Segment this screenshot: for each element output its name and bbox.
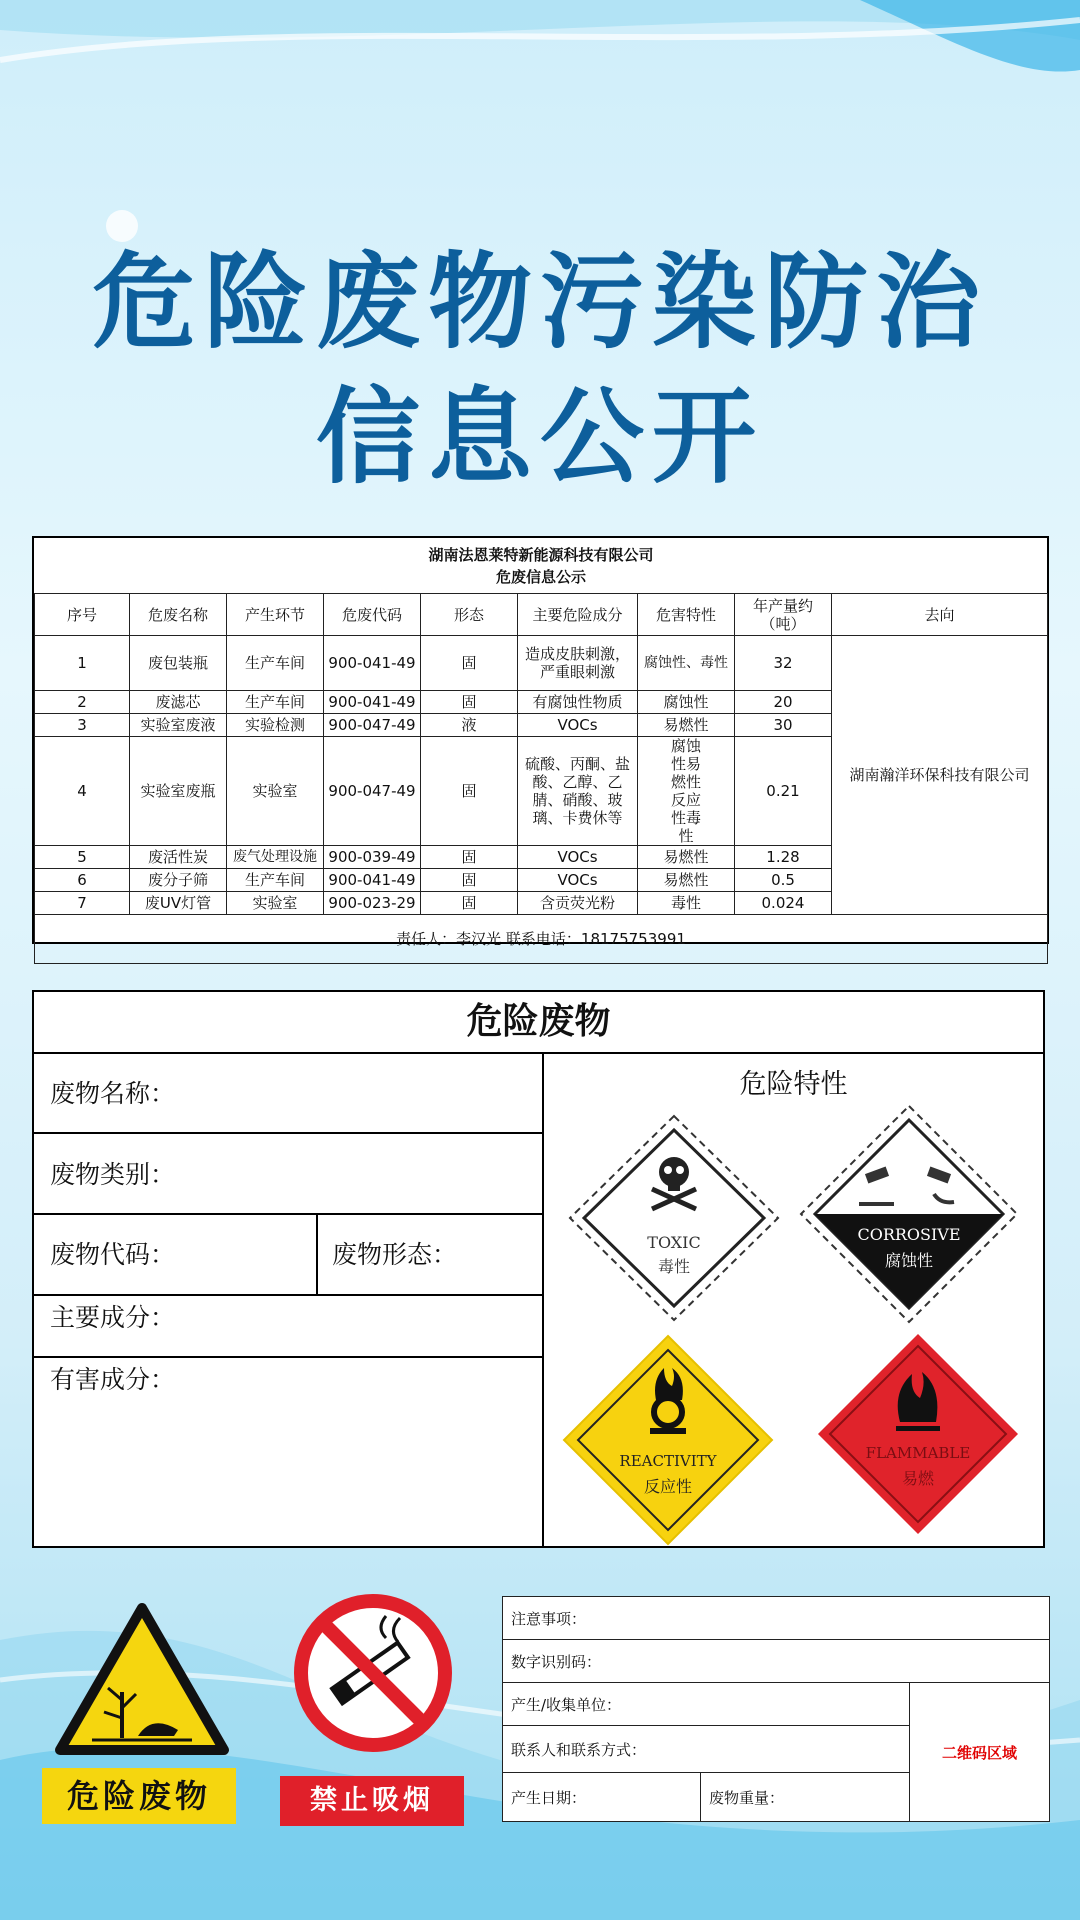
company-name: 湖南法恩莱特新能源科技有限公司 bbox=[428, 545, 654, 564]
waste-label bbox=[32, 990, 1045, 1548]
reactivity-cn: 反应性 bbox=[643, 1477, 693, 1496]
cell-name: 废分子筛 bbox=[130, 869, 227, 892]
cell-name: 废UV灯管 bbox=[130, 892, 227, 915]
cell-form: 固 bbox=[421, 636, 518, 691]
field-code-form-row bbox=[34, 1215, 542, 1296]
cell-hazard: 易燃性 bbox=[638, 714, 735, 737]
hazard-warning-triangle-icon bbox=[52, 1600, 232, 1760]
cell-no: 5 bbox=[35, 846, 130, 869]
cell-no: 1 bbox=[35, 636, 130, 691]
reactivity-icon bbox=[564, 1336, 772, 1544]
cell-amount: 0.024 bbox=[735, 892, 832, 915]
cell-hazard: 易燃性 bbox=[638, 846, 735, 869]
cell-no: 7 bbox=[35, 892, 130, 915]
cell-amount: 20 bbox=[735, 691, 832, 714]
column-header: 序号 bbox=[35, 594, 130, 636]
no-smoking-sign-text: 禁止吸烟 bbox=[280, 1776, 464, 1826]
flammable-cn: 易燃 bbox=[901, 1469, 935, 1488]
hazard-title: 危险特性 bbox=[739, 1069, 848, 1100]
cell-component: VOCs bbox=[518, 869, 638, 892]
label-fields bbox=[34, 1054, 544, 1546]
table-subtitle: 危废信息公示 bbox=[496, 567, 587, 586]
form-date: 产生日期： bbox=[503, 1773, 701, 1821]
column-header: 主要危险成分 bbox=[518, 594, 638, 636]
cell-component: VOCs bbox=[518, 714, 638, 737]
form-weight: 废物重量： bbox=[709, 1788, 785, 1807]
cell-amount: 32 bbox=[735, 636, 832, 691]
cell-name: 废包装瓶 bbox=[130, 636, 227, 691]
form-notes: 注意事项： bbox=[503, 1597, 1049, 1640]
form-digital-id: 数字识别码： bbox=[503, 1640, 1049, 1683]
toxic-en: TOXIC bbox=[647, 1233, 701, 1252]
flammable-icon bbox=[818, 1334, 1018, 1534]
cell-component: 造成皮肤刺激，严重眼刺激 bbox=[518, 636, 638, 691]
cell-hazard: 腐蚀性 bbox=[638, 691, 735, 714]
cell-code: 900-041-49 bbox=[324, 636, 421, 691]
cell-amount: 1.28 bbox=[735, 846, 832, 869]
cell-hazard: 毒性 bbox=[638, 892, 735, 915]
form-producer: 产生/收集单位： bbox=[503, 1683, 909, 1726]
column-header: 年产量约（吨） bbox=[735, 594, 832, 636]
table-footer-row bbox=[35, 915, 1048, 964]
cell-name: 废活性炭 bbox=[130, 846, 227, 869]
page-title-line1: 危险废物污染防治 bbox=[91, 241, 988, 363]
cell-hazard: 易燃性 bbox=[638, 869, 735, 892]
reactivity-en: REACTIVITY bbox=[619, 1452, 717, 1470]
cell-name: 实验室废液 bbox=[130, 714, 227, 737]
cell-form: 固 bbox=[421, 869, 518, 892]
column-header: 危废代码 bbox=[324, 594, 421, 636]
cell-form: 固 bbox=[421, 892, 518, 915]
hazard-symbols bbox=[544, 1054, 1043, 1546]
cell-component: 有腐蚀性物质 bbox=[518, 691, 638, 714]
cell-code: 900-047-49 bbox=[324, 737, 421, 846]
cell-stage: 废气处理设施 bbox=[227, 846, 324, 869]
waste-info-form bbox=[502, 1596, 1050, 1822]
corrosive-cn: 腐蚀性 bbox=[884, 1251, 934, 1270]
cell-form: 液 bbox=[421, 714, 518, 737]
field-waste-name: 废物名称： bbox=[34, 1054, 542, 1134]
page-title-line2: 信息公开 bbox=[315, 376, 764, 498]
cell-amount: 0.5 bbox=[735, 869, 832, 892]
cell-stage: 生产车间 bbox=[227, 869, 324, 892]
waste-info-table bbox=[32, 536, 1049, 948]
field-waste-code: 废物代码： bbox=[34, 1215, 318, 1294]
cell-name: 废滤芯 bbox=[130, 691, 227, 714]
cell-name: 实验室废瓶 bbox=[130, 737, 227, 846]
cell-amount: 30 bbox=[735, 714, 832, 737]
column-header-row bbox=[35, 594, 1048, 636]
cell-hazard: 腐蚀性、毒性 bbox=[638, 636, 735, 691]
corrosive-icon bbox=[801, 1106, 1017, 1322]
cell-stage: 生产车间 bbox=[227, 691, 324, 714]
no-smoking-icon bbox=[290, 1590, 456, 1756]
hazard-properties bbox=[544, 1054, 1043, 1546]
cell-form: 固 bbox=[421, 691, 518, 714]
cell-no: 4 bbox=[35, 737, 130, 846]
cell-code: 900-041-49 bbox=[324, 691, 421, 714]
cell-code: 900-047-49 bbox=[324, 714, 421, 737]
cell-no: 3 bbox=[35, 714, 130, 737]
cell-destination: 湖南瀚洋环保科技有限公司 bbox=[832, 636, 1048, 915]
responsible-contact: 责任人：李汉光 联系电话：18175753991 bbox=[35, 915, 1048, 964]
column-header: 去向 bbox=[832, 594, 1048, 636]
cell-code: 900-023-29 bbox=[324, 892, 421, 915]
cell-component: VOCs bbox=[518, 846, 638, 869]
cell-form: 固 bbox=[421, 846, 518, 869]
cell-no: 6 bbox=[35, 869, 130, 892]
field-waste-category: 废物类别： bbox=[34, 1134, 542, 1215]
column-header: 危废名称 bbox=[130, 594, 227, 636]
toxic-icon bbox=[570, 1116, 778, 1320]
flammable-en: FLAMMABLE bbox=[865, 1444, 971, 1462]
column-header: 危害特性 bbox=[638, 594, 735, 636]
cell-stage: 实验检测 bbox=[227, 714, 324, 737]
cell-amount: 0.21 bbox=[735, 737, 832, 846]
table-header bbox=[35, 538, 1048, 594]
corrosive-en: CORROSIVE bbox=[857, 1225, 961, 1244]
cell-component: 含贡荧光粉 bbox=[518, 892, 638, 915]
cell-code: 900-041-49 bbox=[324, 869, 421, 892]
cell-hazard: 腐蚀性易燃性反应性毒性 bbox=[638, 737, 735, 846]
cell-stage: 实验室 bbox=[227, 892, 324, 915]
hazard-waste-sign-text: 危险废物 bbox=[42, 1768, 236, 1824]
cell-no: 2 bbox=[35, 691, 130, 714]
field-waste-form: 废物形态： bbox=[332, 1240, 458, 1269]
field-harmful-component: 有害成分： bbox=[50, 1365, 176, 1394]
cell-component: 硫酸、丙酮、盐酸、乙醇、乙腈、硝酸、玻璃、卡费休等 bbox=[518, 737, 638, 846]
cell-code: 900-039-49 bbox=[324, 846, 421, 869]
cell-form: 固 bbox=[421, 737, 518, 846]
cell-stage: 生产车间 bbox=[227, 636, 324, 691]
field-main-component: 主要成分： bbox=[34, 1296, 542, 1358]
column-header: 产生环节 bbox=[227, 594, 324, 636]
label-heading: 危险废物 bbox=[34, 992, 1043, 1054]
table-row bbox=[35, 636, 1048, 691]
qr-code-area: 二维码区域 bbox=[909, 1683, 1049, 1821]
cell-stage: 实验室 bbox=[227, 737, 324, 846]
toxic-cn: 毒性 bbox=[657, 1257, 691, 1276]
column-header: 形态 bbox=[421, 594, 518, 636]
form-contact: 联系人和联系方式： bbox=[503, 1726, 909, 1773]
